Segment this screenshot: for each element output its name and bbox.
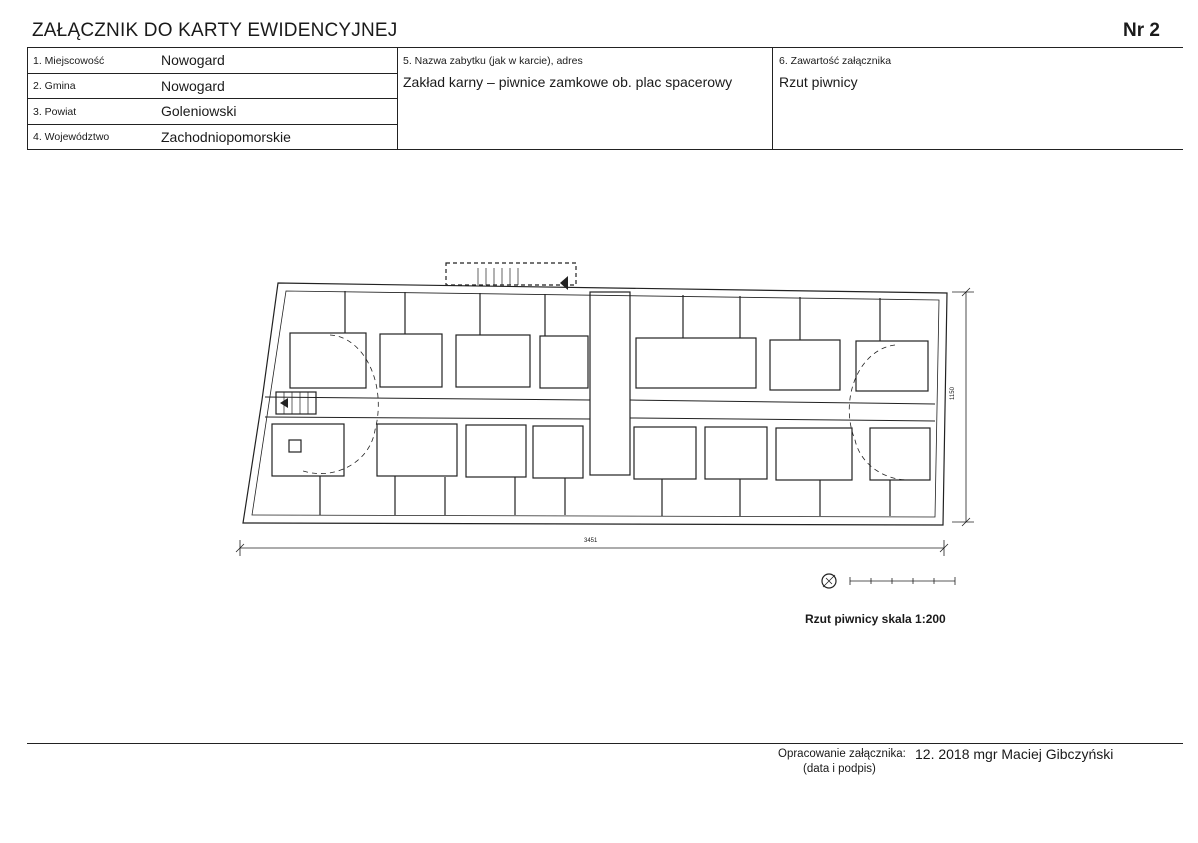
plan-room	[377, 424, 457, 476]
field-label-contents: 6. Zawartość załącznika	[779, 55, 892, 67]
plan-room	[870, 428, 930, 480]
field-label-commune: 2. Gmina	[33, 80, 76, 92]
plan-room	[776, 428, 852, 480]
field-label-locality: 1. Miejscowość	[33, 55, 105, 67]
prepared-by-label: Opracowanie załącznika:	[778, 748, 906, 760]
field-value-monument: Zakład karny – piwnice zamkowe ob. plac spacerowy	[403, 74, 733, 90]
plan-room	[380, 334, 442, 387]
field-value-county: Goleniowski	[161, 103, 237, 119]
field-label-voivodeship: 4. Województwo	[33, 131, 110, 143]
plan-stair-top	[446, 263, 576, 285]
field-label-county: 3. Powiat	[33, 106, 77, 118]
field-value-locality: Nowogard	[161, 52, 225, 68]
field-value-commune: Nowogard	[161, 78, 225, 94]
plan-small-square	[289, 440, 301, 452]
plan-room	[466, 425, 526, 477]
field-label-monument: 5. Nazwa zabytku (jak w karcie), adres	[403, 55, 583, 67]
plan-width-label: 3451	[584, 538, 598, 544]
plan-height-label: 1150	[950, 387, 956, 400]
field-value-voivodeship: Zachodniopomorskie	[161, 129, 291, 145]
plan-partition-walls	[320, 476, 890, 516]
plan-vault-arc	[849, 345, 910, 480]
plan-room	[456, 335, 530, 387]
plan-room	[705, 427, 767, 479]
plan-room	[272, 424, 344, 476]
plan-corridor	[265, 397, 935, 421]
plan-room	[290, 333, 366, 388]
footer-divider	[27, 743, 1183, 744]
prepared-by-value: 12. 2018 mgr Maciej Gibczyński	[915, 746, 1114, 762]
stair-arrow-icon	[560, 276, 568, 290]
plan-caption: Rzut piwnicy skala 1:200	[805, 612, 946, 626]
plan-room	[770, 340, 840, 390]
page-title: ZAŁĄCZNIK DO KARTY EWIDENCYJNEJ	[32, 20, 398, 41]
plan-room	[540, 336, 588, 388]
plan-outer-wall	[243, 283, 947, 525]
plan-room	[634, 427, 696, 479]
attachment-number: Nr 2	[1123, 20, 1160, 41]
plan-central-hall	[590, 292, 630, 475]
height-dimension-line	[952, 288, 974, 526]
prepared-by-sublabel: (data i podpis)	[803, 763, 876, 775]
plan-room	[636, 338, 756, 388]
plan-room	[856, 341, 928, 391]
scale-bar	[850, 577, 955, 585]
plan-inner-wall	[252, 291, 939, 517]
field-value-contents: Rzut piwnicy	[779, 74, 858, 90]
plan-room	[533, 426, 583, 478]
